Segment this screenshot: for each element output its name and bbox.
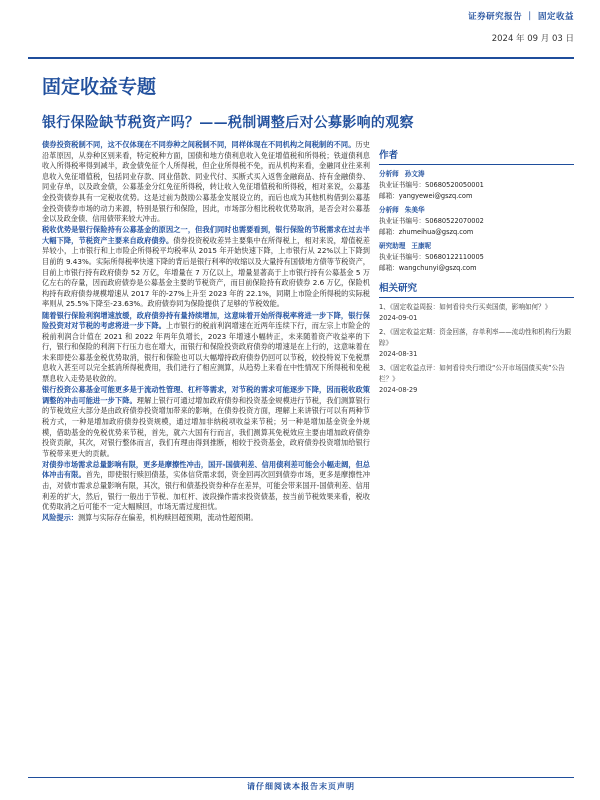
paragraph-text: 历史沿革原因，从券种区别来看，特定税种方面，国债和地方债利息收入免征增值税和所得税；铁道债利息收入所得税率得到减半，政金债免征个人所得税，但企业所得税不免，而从机构来看，金融同业往来利息收入免征增值税，包括同业存款、同业借款、同业代付、买断式买入返售金融商品、持有金融债券、同业存单，以及政金债，公募基金分红免征所得税，转让收入免征增值税和所得税，相对来说，公募基金投资债券具有一定税收优势。这是过前为鼓励公募基金发展设立的，而后也成为其他机构借到公募基金投资债券市场的动力来源，特别是银行和保险，因此，市场部分相比税收优势取消，是否会对公募基金以及政金债、信用债带来较大冲击。 bbox=[42, 140, 370, 224]
header-divider bbox=[28, 57, 574, 59]
paragraph-lead: 税收优势是银行保险持有公募基金的原因之一，但我们同时也需要看到，银行保险的节税需求在过去半大幅下降，节税资产主要来自政府债券。 bbox=[42, 225, 370, 245]
footer-disclaimer: 请仔细阅读本报告末页声明 bbox=[28, 777, 574, 792]
main-body bbox=[42, 140, 370, 785]
cert-label: 执业证书编号： bbox=[379, 181, 426, 189]
author-block bbox=[379, 205, 574, 238]
author-email[interactable]: zhumeihua@gszq.com bbox=[398, 228, 474, 236]
email-label: 邮箱： bbox=[379, 264, 399, 272]
related-item[interactable] bbox=[379, 327, 574, 360]
paragraph-text: 债券投资税收差异主要集中在所得税上，相对来说，增值税差异较小，上市银行和上市险企所得税平均税率从 2015 年开始快速下降，上市银行从 22%以上下降到目前的 9.43%。实际所得税率快速下降的背后是银行利率的收缩以及大量持有国债地方债等节税资产，目前上市银行持有政府债券 52 万亿，年增量在 7 万亿以上，增量显著高于上市银行持有公募基金 5 万亿左右的存量，因而政府债券是公募基金主要的节税资产，而目前保险持有政府债券 2.6 万亿，保险机构持有政府债券规模增速从 2017 年的-27%上升至 2023 年的 22.1%，同期上市险企所得税的实际税率则从 25.5%下降至-23.63%。政府债券同为保险提供了足够的节税效能。 bbox=[42, 235, 370, 309]
email-label: 邮箱： bbox=[379, 228, 399, 236]
report-title: 固定收益专题 bbox=[42, 76, 157, 98]
author-name: 王康呢 bbox=[411, 242, 432, 250]
email-label: 邮箱： bbox=[379, 192, 399, 200]
author-name: 孙文涛 bbox=[404, 170, 425, 178]
related-heading: 相关研究 bbox=[379, 280, 574, 298]
risk-paragraph bbox=[42, 513, 370, 524]
author-email[interactable]: yangyewei@gszq.com bbox=[398, 192, 473, 200]
paragraph-lead: 对债券市场需求总量影响有限，更多是摩擦性冲击，国开-国债利差、信用债利差可能会小幅走阔，但总体冲击有限。 bbox=[42, 459, 370, 480]
paragraph-lead: 随着银行保险利润增速放缓，政府债券持有量持续增加，这意味着开始所得税率将进一步下降，银行保险投资对对节税的考虑将进一步下降。 bbox=[42, 310, 370, 331]
related-title[interactable]: 3、《固定收益点评：如何看待央行增设“公开市场国债买卖”公告栏？》 bbox=[379, 364, 565, 383]
body-paragraph bbox=[42, 311, 370, 385]
body-paragraph bbox=[42, 140, 370, 225]
cert-number: S0680522070002 bbox=[425, 217, 484, 225]
body-paragraph bbox=[42, 385, 370, 459]
paragraph-text: 测算与实际存在偏差，机构赎回超预期，流动性超预期。 bbox=[77, 513, 258, 523]
cert-number: S0680122110005 bbox=[425, 253, 484, 261]
paragraph-text: 上市银行的税前利润增速在近两年连续下行，而左宗上市险企的税前利润合计值在 2021 和 2022 年两年负增长，2023 年增速小幅转正，未来随着资产收益率的下行，银行和保险的利润下行压力也在增大，而银行和保险投资政府债券的增速是在上行的，这意味着在未来即使公募基金税优势取消，银行和保险也可以大幅增持政府债券仍回可以节税，较投特说下免税票息收入甚至可以完全抵消所得税费用，我们进行了相应测算，从趋势上来看在中性情况下所得税和免税票息收入走势是收敛的。 bbox=[42, 321, 370, 384]
author-role: 分析师 bbox=[379, 170, 399, 178]
author-role: 分析师 bbox=[379, 206, 399, 214]
report-subtitle: 银行保险缺节税资产吗？——税制调整后对公募影响的观察 bbox=[42, 115, 414, 131]
cert-label: 执业证书编号： bbox=[379, 253, 426, 261]
paragraph-text: 首先，即使银行赎回债基，实体信贷需求弱，资金回再次回到债券市场，更多是摩擦性冲击，对债市需求总量影响有限，其次，银行和债基投资券种存在差异，可能会带来国开-国债利差、信用利差的扩大，然后，银行一般出于节税、加杠杆、波段操作需求投资债基，按当前节税效果来看，税收优势取消之后可能不一定大幅赎回，市场无需过度担忧。 bbox=[42, 470, 370, 512]
sidebar bbox=[379, 147, 574, 399]
paragraph-lead: 债券投资税制不同，这不仅体现在不同券种之间税制不同，同样体现在不同机构之间税制的不同。 bbox=[42, 140, 356, 149]
report-category: 证券研究报告 ｜ 固定收益 bbox=[468, 12, 574, 22]
paragraph-text: 理解上银行可通过增加政府债券和投资基金规模进行节税，我们测算银行的节税效应大部分是由政府债券投资增加带来的影响，在债券投资方面，理解上来讲银行可以有两种节税方式，一种是增加政府债券投资规模，通过增加非纳税项收益来节税；另一种是增加基金资金外规模，借助基金的免税优势来节税，首先，就六大国有行而言，我们测算其免税效应主要由增加政府债券投资贡献，其次，对银行整体而言，我们有理由得到推断，相较于投资基金，政府债券投资增加给银行节税带来更大的贡献。 bbox=[42, 395, 370, 458]
related-title[interactable]: 2、《固定收益定期：资金回落，存单利率——流动性和机构行为跟踪》 bbox=[379, 328, 572, 347]
related-title[interactable]: 1、《固定收益周报：如何看待央行买卖国债，影响如何？》 bbox=[379, 303, 552, 311]
paragraph-lead: 风险提示： bbox=[42, 513, 78, 523]
related-item[interactable] bbox=[379, 363, 574, 396]
report-header bbox=[468, 10, 574, 44]
related-date: 2024-08-31 bbox=[379, 350, 418, 358]
cert-number: S0680520050001 bbox=[425, 181, 484, 189]
related-date: 2024-09-01 bbox=[379, 314, 418, 322]
related-item[interactable] bbox=[379, 302, 574, 324]
author-block bbox=[379, 241, 574, 274]
body-paragraph bbox=[42, 225, 370, 310]
body-paragraph bbox=[42, 460, 370, 513]
related-date: 2024-08-29 bbox=[379, 386, 418, 394]
cert-label: 执业证书编号： bbox=[379, 217, 426, 225]
author-name: 朱美华 bbox=[404, 206, 425, 214]
author-role: 研究助理 bbox=[379, 242, 406, 250]
report-date: 2024 年 09 月 03 日 bbox=[491, 34, 574, 44]
author-block bbox=[379, 169, 574, 202]
paragraph-lead: 银行投资公募基金可能更多是于流动性管理、杠杆等需求，对节税的需求可能逐步下降，因而税收政策调整的冲击可能进一步下降。 bbox=[42, 385, 370, 405]
author-email[interactable]: wangchunyi@gszq.com bbox=[398, 264, 477, 272]
authors-heading: 作者 bbox=[379, 147, 574, 165]
